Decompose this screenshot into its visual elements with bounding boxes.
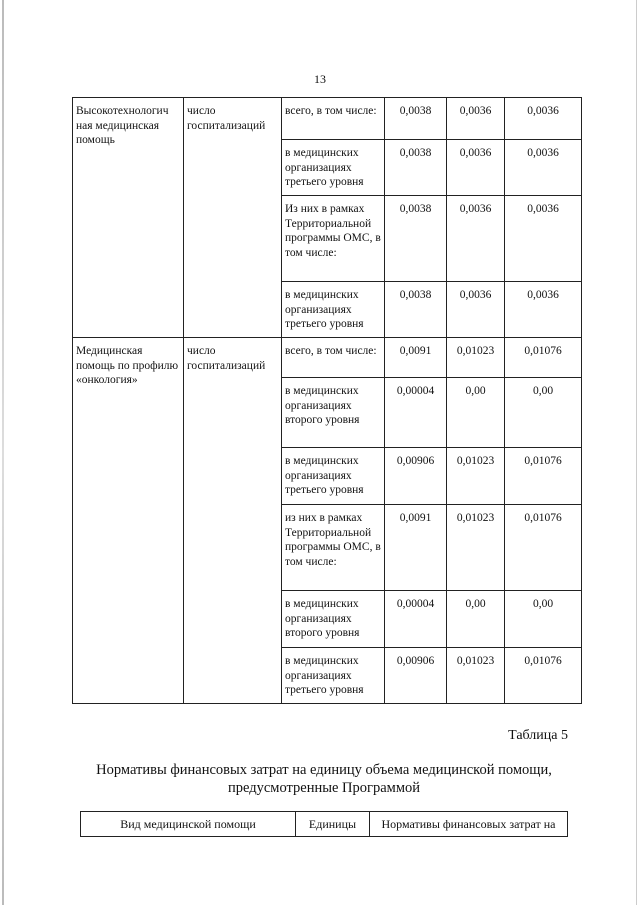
page-number: 13: [314, 72, 326, 86]
value-cell: 0,0036: [505, 196, 582, 282]
value-cell: 0,01023: [447, 448, 505, 505]
value-cell: 0,00004: [385, 378, 447, 448]
care-type-cell: Медицинская помощь по профилю «онкология»: [73, 338, 184, 704]
value-cell: 0,00: [505, 591, 582, 648]
value-cell: 0,00: [447, 378, 505, 448]
value-cell: 0,01076: [505, 338, 582, 378]
value-cell: 0,0038: [385, 196, 447, 282]
value-cell: 0,00: [447, 591, 505, 648]
scan-edge-left: [2, 0, 4, 905]
row-label: в медицинских организациях третьего уровня: [282, 448, 385, 505]
value-cell: 0,01023: [447, 338, 505, 378]
value-cell: 0,00004: [385, 591, 447, 648]
value-cell: 0,0091: [385, 338, 447, 378]
value-cell: 0,0038: [385, 98, 447, 140]
value-cell: 0,0091: [385, 505, 447, 591]
table-row: [73, 338, 582, 378]
row-label: в медицинских организациях третьего уровня: [282, 648, 385, 704]
row-label: в медицинских организациях второго уровня: [282, 378, 385, 448]
row-label: в медицинских организациях третьего уровня: [282, 282, 385, 338]
scan-edge-right: [636, 0, 637, 905]
hospitalization-volume-table: [72, 97, 582, 704]
column-header-units: Единицы: [296, 812, 370, 837]
row-label: из них в рамках Территориальной программы ОМС, в том числе:: [282, 505, 385, 591]
row-label: всего, в том числе:: [282, 338, 385, 378]
value-cell: 0,0036: [505, 98, 582, 140]
care-type-cell: Высокотехнологич ная медицинская помощь: [73, 98, 184, 338]
table-5-label: Таблица 5: [508, 728, 568, 743]
value-cell: 0,00906: [385, 448, 447, 505]
value-cell: 0,01023: [447, 648, 505, 704]
value-cell: 0,0036: [447, 98, 505, 140]
row-label: Из них в рамках Территориальной программы ОМС, в том числе:: [282, 196, 385, 282]
value-cell: 0,0036: [505, 140, 582, 196]
row-label: в медицинских организациях третьего уровня: [282, 140, 385, 196]
table-header-row: [81, 812, 568, 837]
row-label: всего, в том числе:: [282, 98, 385, 140]
value-cell: 0,01076: [505, 448, 582, 505]
value-cell: 0,0036: [505, 282, 582, 338]
column-header-care-type: Вид медицинской помощи: [81, 812, 296, 837]
value-cell: 0,0036: [447, 282, 505, 338]
financial-norms-table: [80, 811, 568, 837]
value-cell: 0,01076: [505, 505, 582, 591]
value-cell: 0,00: [505, 378, 582, 448]
table-row: [73, 98, 582, 140]
value-cell: 0,00906: [385, 648, 447, 704]
value-cell: 0,0038: [385, 282, 447, 338]
value-cell: 0,01076: [505, 648, 582, 704]
unit-cell: число госпитализаций: [184, 98, 282, 338]
row-label: в медицинских организациях второго уровня: [282, 591, 385, 648]
value-cell: 0,01023: [447, 505, 505, 591]
table-5-heading: Нормативы финансовых затрат на единицу объема медицинской помощи, предусмотренные Программой: [96, 762, 552, 796]
unit-cell: число госпитализаций: [184, 338, 282, 704]
value-cell: 0,0036: [447, 196, 505, 282]
column-header-norms: Нормативы финансовых затрат на: [370, 812, 568, 837]
value-cell: 0,0038: [385, 140, 447, 196]
value-cell: 0,0036: [447, 140, 505, 196]
